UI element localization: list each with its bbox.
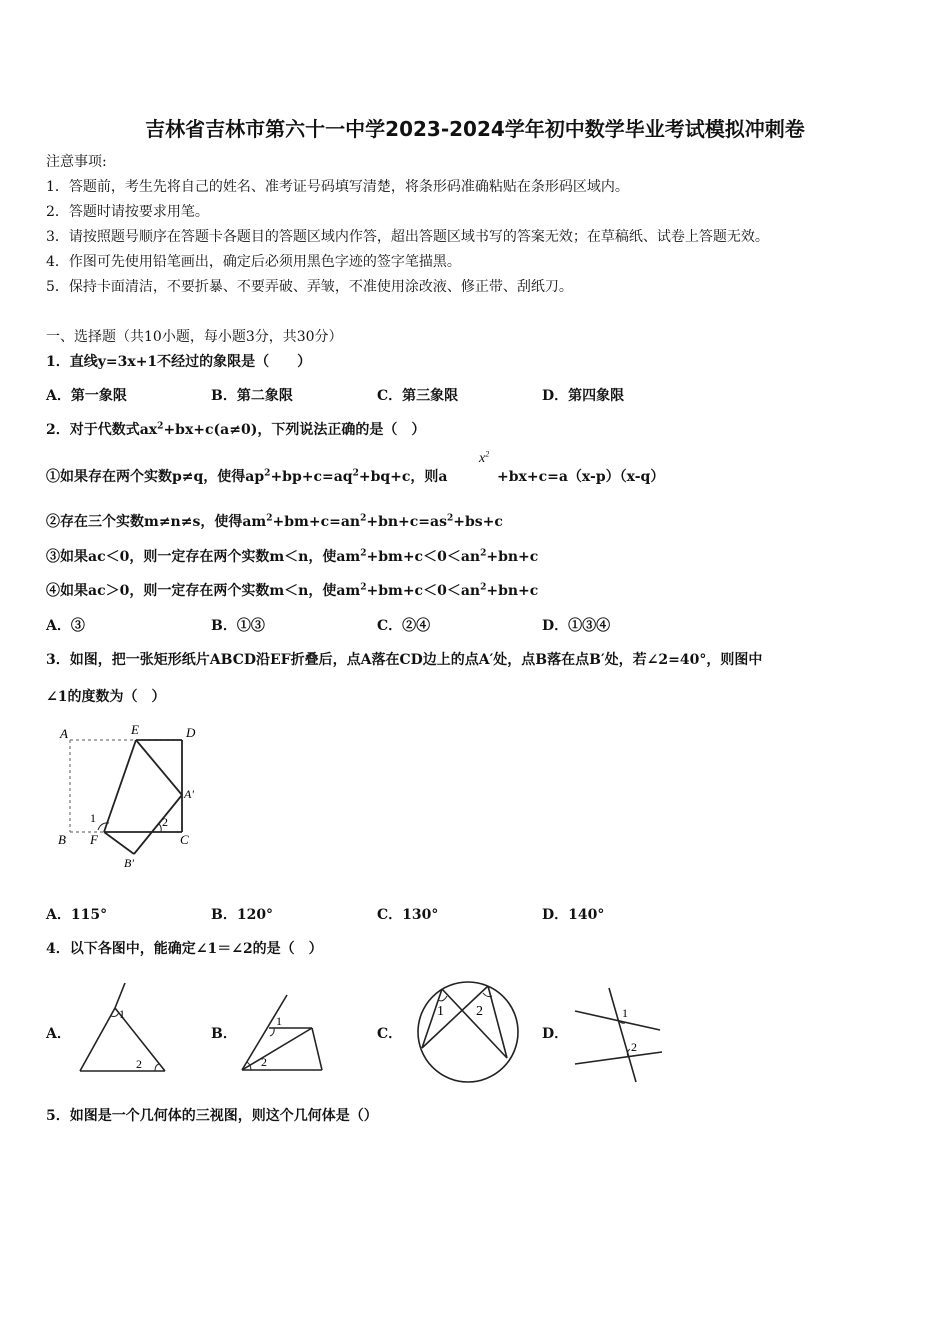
exponent: 2 [360,582,367,593]
angle-label-2: 2 [631,1040,637,1054]
section-heading: 一、选择题（共10小题，每小题3分，共30分） [46,329,343,345]
q3-option-b: B．120° [211,907,274,923]
label-f: F [90,832,98,847]
statement-text: +bm+c=an [272,514,361,530]
exponent: 2 [352,468,359,479]
q5-stem: 5．如图是一个几何体的三视图，则这个几何体是（） [46,1108,378,1124]
statement-text: +bn+c [486,583,539,599]
q1-option-c: C．第三象限 [377,388,459,404]
statement-text: ③如果ac＜0，则一定存在两个实数m＜n，使am [46,549,361,565]
angle-label-1: 1 [622,1006,628,1020]
q3-option-c: C．130° [377,907,439,923]
q4-figure-b [237,990,337,1075]
q2-option-d: D．①③④ [542,618,611,634]
q4-figure-a [75,980,170,1075]
q2-stem-part: 2．对于代数式ax [46,422,158,438]
notice-item: 1．答题前，考生先将自己的姓名、准考证号码填写清楚，将条形码准确粘贴在条形码区域内。 [46,179,629,195]
q4-stem: 4．以下各图中，能确定∠1＝∠2的是（ ） [46,941,323,957]
right-side [312,1028,322,1070]
q4-figure-c [412,976,524,1088]
circle [418,982,518,1082]
notice-item: 4．作图可先使用铅笔画出，确定后必须用黑色字迹的签字笔描黑。 [46,254,461,270]
q4-option-b: B． [211,1026,237,1042]
label-b: B [58,832,66,847]
exponent: 2 [485,449,490,459]
edge-ea [136,740,182,795]
angle-label-1: 1 [119,1007,125,1021]
label-a-prime: A' [184,787,194,801]
q2-x-variable [479,451,489,467]
statement-text: +bp+c=aq [270,469,353,485]
statement-text: +bn+c=as [366,514,447,530]
angle-label-2: 2 [136,1057,142,1071]
transversal [609,988,636,1082]
exponent: 2 [360,513,367,524]
angle-label-2: 2 [261,1055,267,1069]
label-d: D [186,725,196,740]
q3-stem-line1: 3．如图，把一张矩形纸片ABCD沿EF折叠后，点A落在CD边上的点A′处，点B落在点B′处，若∠2=40°，则图中 [46,652,763,668]
q2-statement-2 [46,513,503,531]
q1-option-b: B．第二象限 [211,388,293,404]
statement-text: ④如果ac＞0，则一定存在两个实数m＜n，使am [46,583,361,599]
q4-figure-d [572,985,667,1085]
q3-option-a: A．115° [46,907,108,923]
exponent: 2 [266,513,273,524]
parallel-line-2 [575,1052,662,1064]
q3-figure [52,718,202,870]
q2-statement-4 [46,582,538,600]
statement-text: ①如果存在两个实数p≠q，使得ap [46,469,265,485]
angle-arc [270,1028,274,1036]
statement-text: +bn+c [486,549,539,565]
angle-label-1: 1 [437,1004,444,1019]
label-c: C [180,832,189,847]
exponent: 2 [480,582,487,593]
statement-text: +bm+c＜0＜an [366,549,481,565]
statement-text: +bq+c，则a [358,469,448,485]
parallel-line-1 [575,1011,660,1030]
q2-stem [46,421,425,439]
angle-2-arc [159,824,161,832]
q2-stem-part: +bx+c(a≠0)，下列说法正确的是（ ） [163,422,426,438]
diagonal [242,1028,312,1070]
angle-arc [155,1064,159,1071]
notice-item: 5．保持卡面清洁，不要折暴、不要弄破、弄皱，不准使用涂改液、修正带、刮纸刀。 [46,279,573,295]
q4-option-a: A． [46,1026,71,1042]
q3-stem-line2: ∠1的度数为（ ） [46,689,166,705]
statement-text: +bm+c＜0＜an [366,583,481,599]
q3-option-d: D．140° [542,907,605,923]
notice-item: 3．请按照题号顺序在答题卡各题目的答题区域内作答，超出答题区域书写的答案无效；在草稿纸、试卷上答题无效。 [46,229,769,245]
q2-statement-1-tail: +bx+c=a（x-p）（x-q） [497,469,665,485]
label-e: E [131,722,139,737]
label-a: A [60,726,68,741]
exponent: 2 [157,421,164,432]
page-title: 吉林省吉林市第六十一中学2023-2024学年初中数学毕业考试模拟冲刺卷 [145,117,805,141]
statement-text: ②存在三个实数m≠n≠s，使得am [46,514,267,530]
exponent: 2 [480,548,487,559]
q1-option-a: A．第一象限 [46,388,127,404]
q2-option-a: A．③ [46,618,85,634]
q1-stem: 1．直线y=3x+1不经过的象限是（ ） [46,354,312,370]
edge-fb [104,832,134,854]
q2-statement-1 [46,468,448,486]
exponent: 2 [264,468,271,479]
edge-ef [104,740,136,832]
q2-statement-3 [46,548,538,566]
triangle-side [80,1008,115,1071]
q4-option-c: C． [377,1026,403,1042]
label-angle-1: 1 [90,811,96,825]
q2-option-b: B．①③ [211,618,265,634]
variable-x: x [479,451,486,466]
edge-ab [134,795,182,854]
q1-option-d: D．第四象限 [542,388,625,404]
label-angle-2: 2 [162,815,168,829]
extension-line [115,983,125,1008]
notice-heading: 注意事项: [46,154,107,170]
exponent: 2 [446,513,454,524]
q2-option-c: C．②④ [377,618,431,634]
angle-label-2: 2 [476,1004,483,1019]
label-b-prime: B' [124,856,134,870]
exponent: 2 [360,548,367,559]
q4-option-d: D． [542,1026,569,1042]
notice-item: 2．答题时请按要求用笔。 [46,204,209,220]
statement-text: +bs+c [453,514,503,530]
angle-label-1: 1 [276,1014,282,1028]
